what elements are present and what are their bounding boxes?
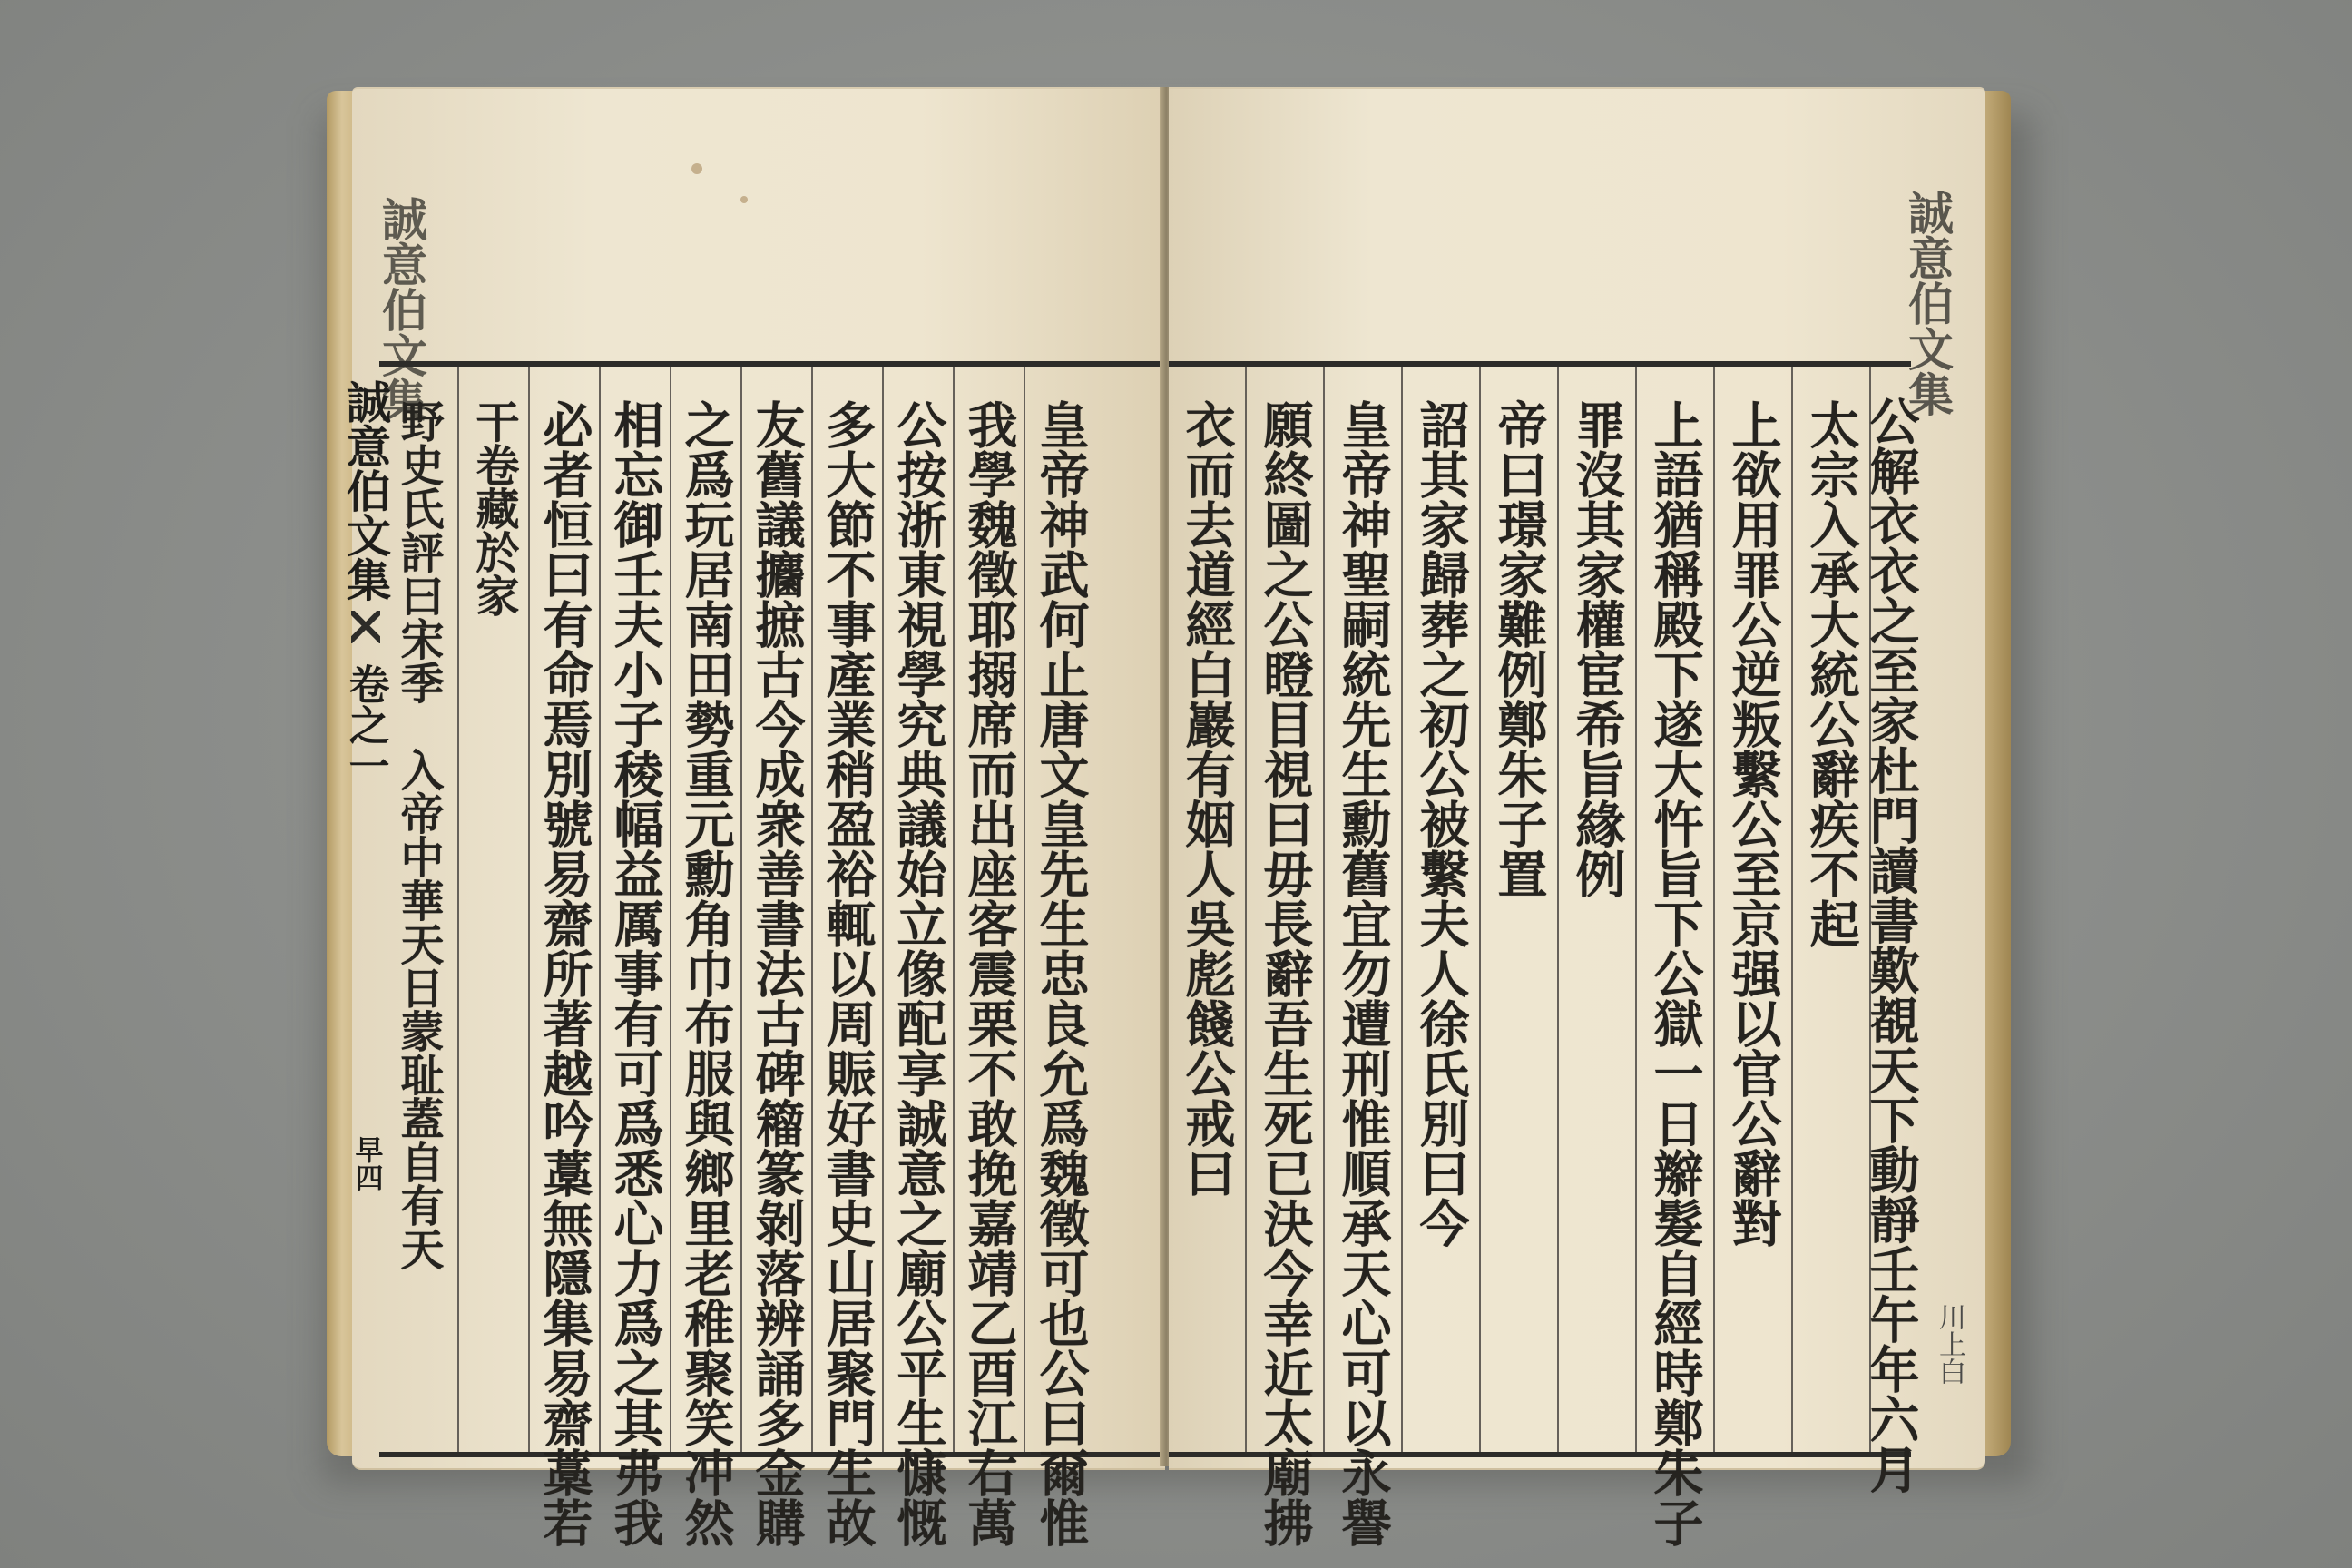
right-column-text: 帝曰璟家難例鄭朱子置 — [1489, 399, 1549, 898]
left-page — [339, 87, 1165, 1547]
right-column-text: 罪沒其家權宦希旨緣例 — [1567, 399, 1627, 898]
left-spine-column — [339, 361, 393, 1457]
left-column-3 — [884, 367, 955, 1547]
fish-tail-mark — [351, 611, 380, 643]
right-column-4 — [1637, 367, 1715, 1547]
left-running-title-ghost: 誠意伯文集 — [375, 196, 428, 423]
left-column-text: 干卷藏於家 — [468, 399, 519, 617]
left-folio-label: 早四 — [349, 1135, 383, 1191]
left-column-text: 多大節不事產業稍盈裕輒以周賑好書史山居聚門生故 — [818, 399, 877, 1547]
left-column-2 — [955, 367, 1025, 1547]
left-column-text: 野史氏評曰宋季 入帝中華天日蒙耻蓋自有天 — [393, 399, 444, 1270]
left-volume-label: 卷之一 — [341, 663, 390, 786]
right-column-3 — [1715, 367, 1793, 1452]
right-column-text: 願終圖之公瞪目視曰毋長辭吾生死已決今幸近太廟拂 — [1255, 399, 1315, 1547]
right-column-text: 皇帝神聖嗣統先生勳舊宜勿遭刑惟順承天心可以永譽 — [1333, 399, 1393, 1547]
right-column-9 — [1247, 367, 1325, 1547]
left-column-text: 公按浙東視學究典議始立像配享誠意之廟公平生慷慨 — [888, 399, 948, 1547]
right-column-text: 公解衣衣之至家杜門讀書歎覩天下動靜壬午年六月 — [1861, 396, 1921, 1494]
left-column-4 — [813, 367, 884, 1547]
left-spine-title: 誠意伯文集 — [339, 379, 393, 602]
paper-stain-small — [740, 196, 748, 203]
right-column-8 — [1325, 367, 1403, 1547]
left-print-frame — [379, 361, 1165, 1547]
right-column-text: 太宗入承大統公辭疾不起 — [1801, 399, 1861, 948]
right-column-text: 上語猶稱殿下遂大忤旨下公獄一日辮髮自經時鄭朱子 — [1645, 399, 1705, 1547]
left-column-text: 之爲玩居南田勢重元勳角巾布服與鄉里老稚聚笑冲然 — [676, 399, 736, 1547]
right-column-text: 衣而去道經白巖有姻人吳彪餞公戒曰 — [1177, 399, 1237, 1198]
right-running-title-ghost: 誠意伯文集 — [1901, 190, 1955, 416]
left-column-1 — [1025, 367, 1096, 1547]
left-column-9 — [459, 367, 530, 1452]
left-column-text: 我學魏徵耶搦席而出座客震栗不敢挽嘉靖乙酉江右萬 — [959, 399, 1019, 1547]
right-column-5 — [1559, 367, 1637, 1452]
left-column-text: 必者恒曰有命焉別號易齋所著越吟藁無隱集易齋藁若 — [534, 399, 594, 1547]
left-column-7 — [601, 367, 671, 1547]
right-page — [1169, 87, 1985, 1547]
left-column-5 — [742, 367, 813, 1547]
left-column-text: 相忘御壬夫小子稜幅益厲事有可爲悉心力爲之其弗我 — [605, 399, 665, 1547]
right-column-6 — [1481, 367, 1559, 1452]
paper-stain — [691, 163, 702, 174]
right-column-text: 詔其家歸葬之初公被繫夫人徐氏別曰今 — [1411, 399, 1471, 1248]
right-column-7 — [1403, 367, 1481, 1452]
left-column-text: 友舊議攟摭古今成衆善書法古碑籕篆剝落辨誦多金購 — [747, 399, 807, 1547]
right-column-1 — [1861, 367, 1921, 1494]
left-column-8 — [530, 367, 601, 1547]
right-column-10 — [1169, 367, 1247, 1452]
left-column-text: 皇帝神武何止唐文皇先生忠良允爲魏徵可也公曰爾惟 — [1031, 399, 1091, 1547]
right-column-2 — [1793, 367, 1871, 1452]
right-column-text: 上欲用罪公逆叛繫公至京强以官公辭對 — [1723, 399, 1783, 1248]
left-spine-frame — [339, 361, 393, 1457]
handwritten-mark: 川上白 — [1934, 1303, 1965, 1385]
left-column-6 — [671, 367, 742, 1547]
right-print-frame — [1169, 361, 1921, 1547]
